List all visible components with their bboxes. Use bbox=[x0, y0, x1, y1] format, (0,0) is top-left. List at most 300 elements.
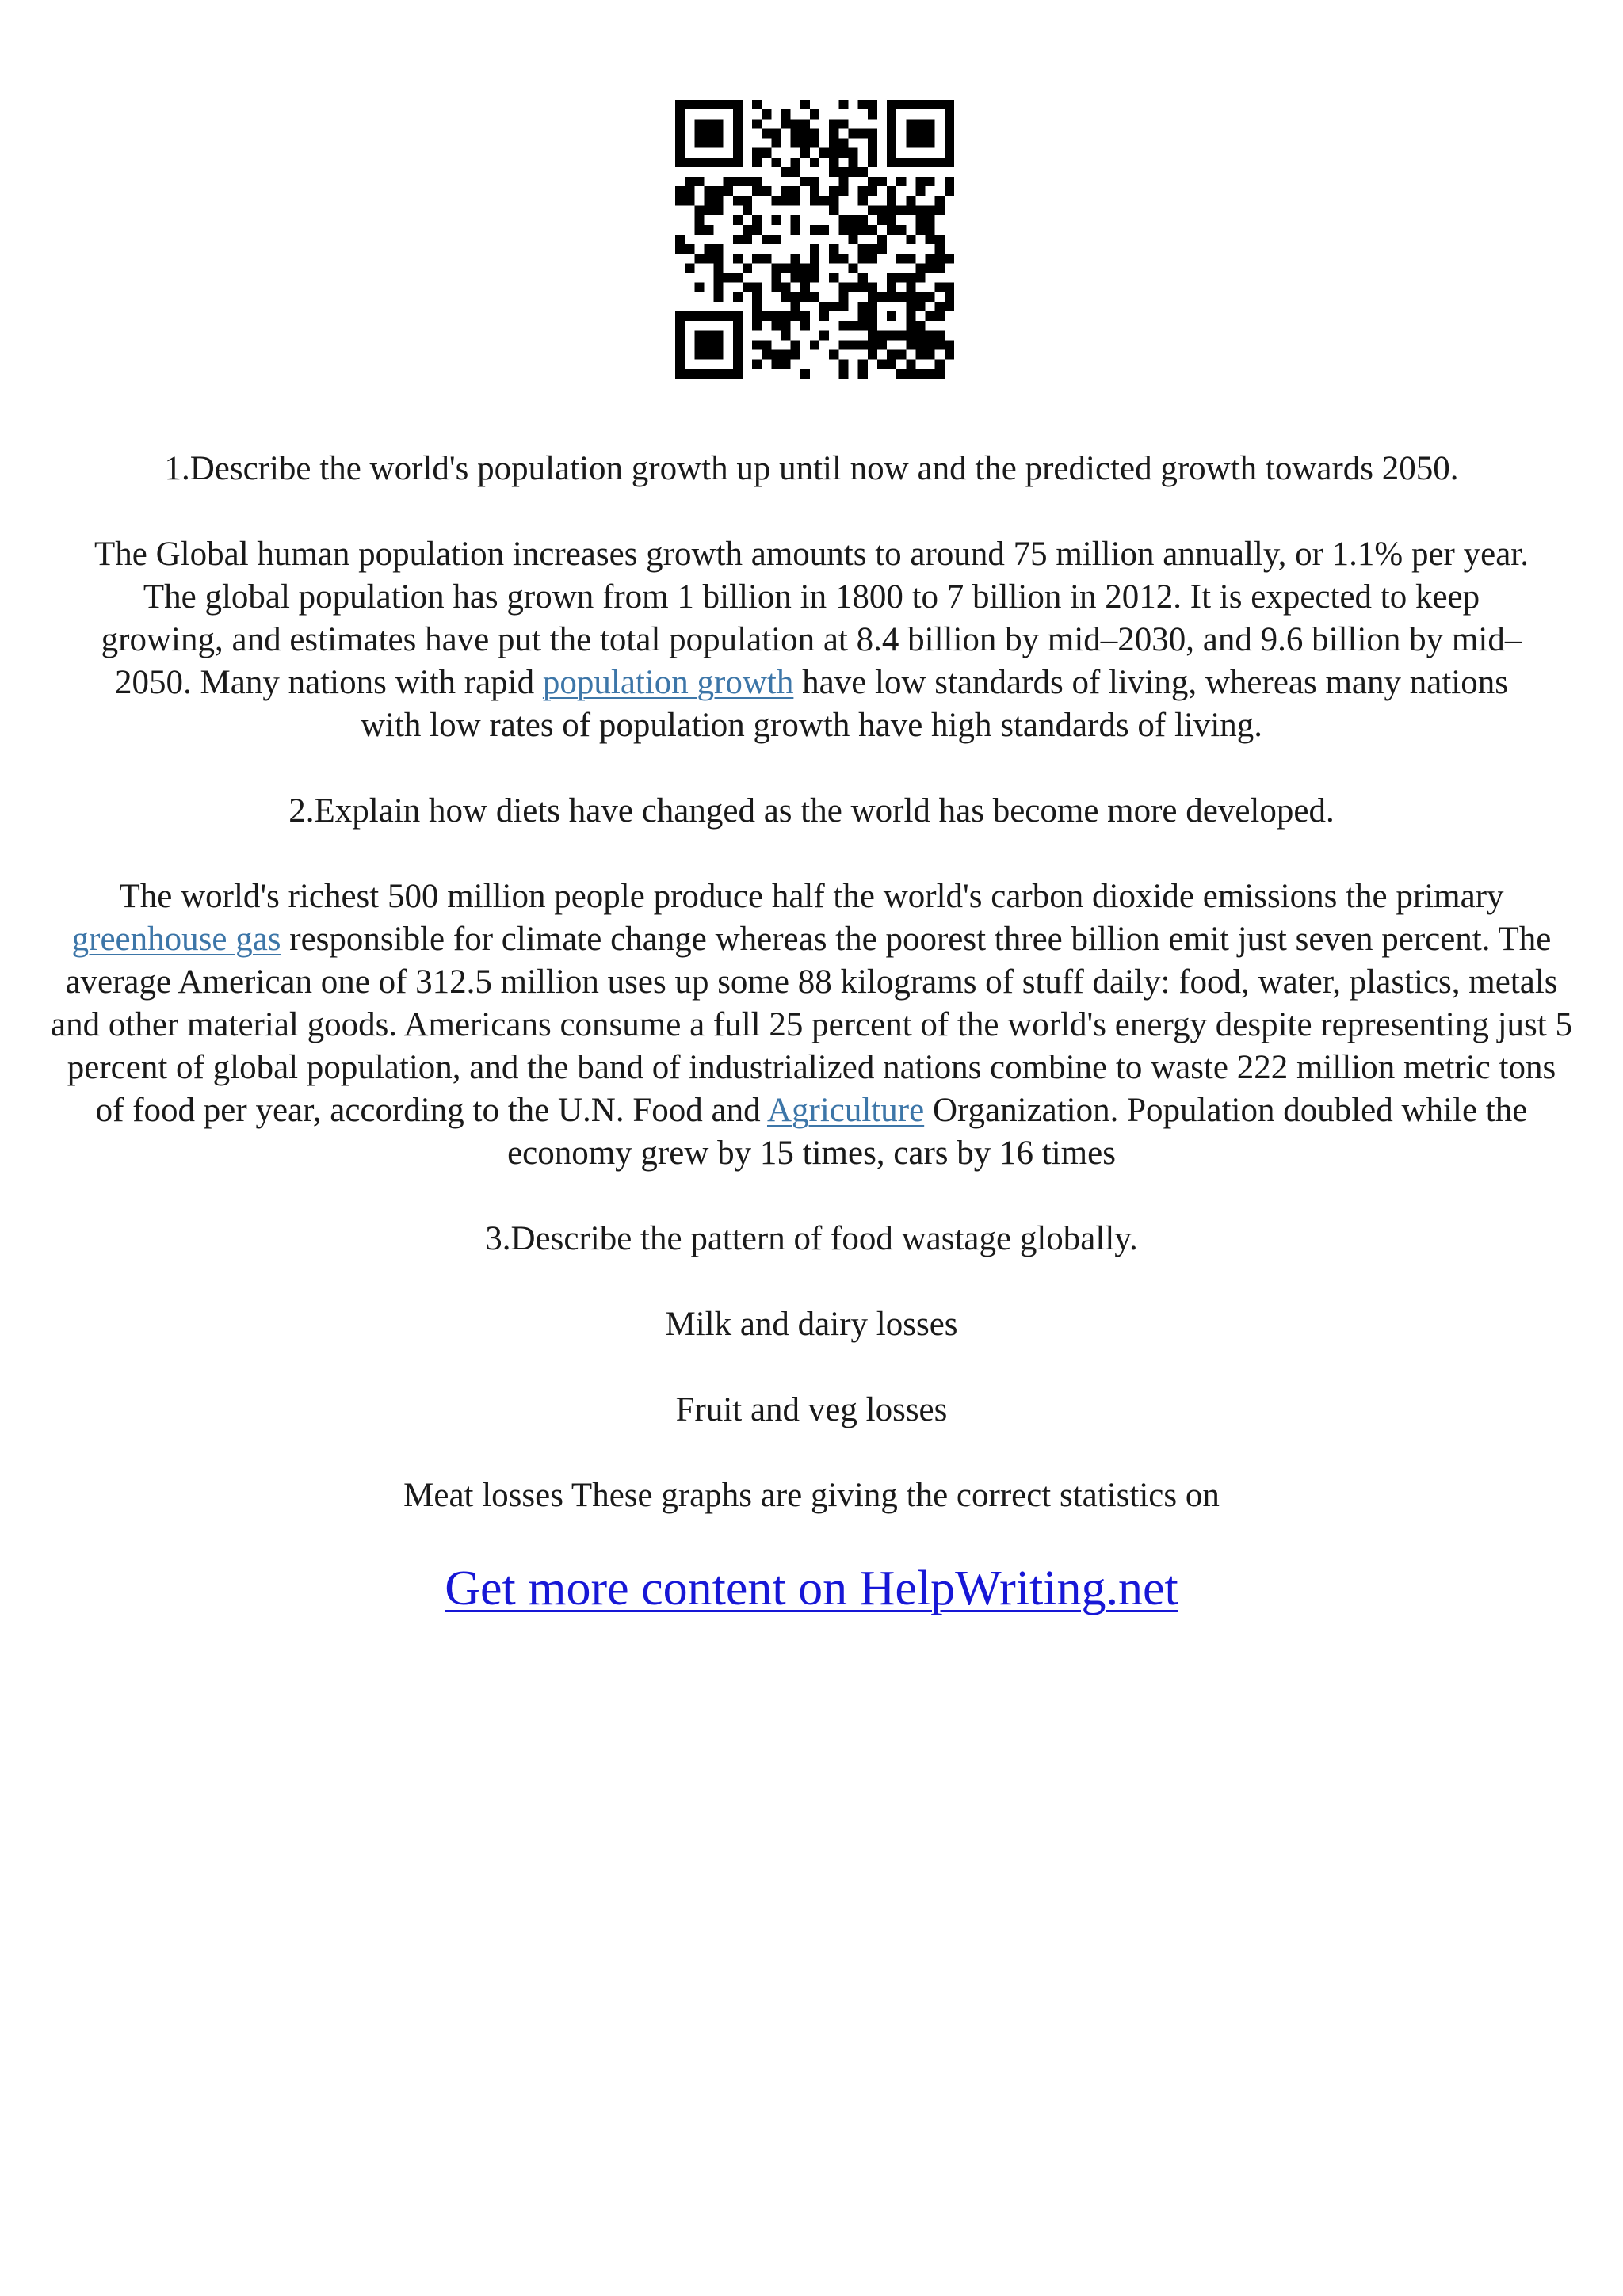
qr-module bbox=[887, 330, 896, 340]
qr-module bbox=[906, 369, 915, 379]
qr-module bbox=[858, 100, 868, 109]
qr-module bbox=[868, 206, 877, 215]
qr-module bbox=[838, 215, 848, 225]
qr-module bbox=[848, 167, 857, 177]
qr-module bbox=[800, 283, 810, 292]
qr-module bbox=[926, 263, 935, 273]
qr-module bbox=[752, 283, 762, 292]
qr-module bbox=[685, 244, 694, 254]
qr-module bbox=[704, 196, 713, 205]
qr-module bbox=[800, 273, 810, 282]
qr-module bbox=[675, 311, 685, 321]
qr-module bbox=[838, 321, 848, 330]
qr-module bbox=[791, 340, 800, 349]
qr-module bbox=[733, 109, 743, 119]
qr-module bbox=[858, 273, 868, 282]
answer-3-meat: Meat losses These graphs are giving the correct statistics on bbox=[403, 1477, 1220, 1514]
qr-module bbox=[945, 340, 954, 349]
qr-module bbox=[675, 369, 685, 379]
qr-module bbox=[926, 225, 935, 235]
qr-module bbox=[906, 158, 915, 167]
qr-module bbox=[906, 292, 915, 302]
qr-module bbox=[733, 196, 743, 205]
qr-module bbox=[800, 292, 810, 302]
qr-module bbox=[915, 330, 925, 340]
qr-module bbox=[887, 139, 896, 148]
qr-module bbox=[675, 321, 685, 330]
qr-module bbox=[714, 273, 724, 282]
answer-3-milk-dairy: Milk and dairy losses bbox=[665, 1306, 958, 1343]
qr-module bbox=[935, 235, 945, 244]
qr-module bbox=[771, 360, 781, 369]
qr-module bbox=[733, 128, 743, 138]
answer-1-paragraph bbox=[86, 533, 1537, 747]
qr-module bbox=[714, 350, 724, 360]
qr-module bbox=[838, 360, 848, 369]
qr-module bbox=[915, 292, 925, 302]
qr-module bbox=[896, 177, 906, 186]
qr-module bbox=[694, 128, 704, 138]
qr-module bbox=[906, 235, 915, 244]
qr-module bbox=[887, 225, 896, 235]
qr-module bbox=[704, 128, 713, 138]
qr-module bbox=[714, 100, 724, 109]
qr-module bbox=[868, 225, 877, 235]
qr-module bbox=[838, 119, 848, 128]
qr-module bbox=[733, 158, 743, 167]
qr-module bbox=[926, 158, 935, 167]
qr-module bbox=[838, 292, 848, 302]
qr-module bbox=[791, 186, 800, 196]
qr-module bbox=[896, 158, 906, 167]
qr-module bbox=[926, 369, 935, 379]
qr-module bbox=[800, 263, 810, 273]
qr-module bbox=[714, 340, 724, 349]
qr-module bbox=[810, 158, 819, 167]
qr-module bbox=[771, 273, 781, 282]
qr-module bbox=[733, 311, 743, 321]
qr-module bbox=[810, 254, 819, 263]
qr-module bbox=[791, 311, 800, 321]
qr-module bbox=[752, 186, 762, 196]
qr-module bbox=[733, 340, 743, 349]
qr-module bbox=[915, 215, 925, 225]
qr-module bbox=[685, 158, 694, 167]
qr-module bbox=[945, 109, 954, 119]
qr-module bbox=[896, 292, 906, 302]
qr-module bbox=[781, 350, 791, 360]
qr-module bbox=[714, 128, 724, 138]
qr-module bbox=[685, 263, 694, 273]
qr-module bbox=[906, 196, 915, 205]
qr-module bbox=[877, 177, 887, 186]
qr-module bbox=[906, 340, 915, 349]
qr-module bbox=[724, 273, 733, 282]
qr-module bbox=[848, 340, 857, 349]
qr-module bbox=[935, 100, 945, 109]
qr-module bbox=[819, 225, 829, 235]
qr-module bbox=[752, 177, 762, 186]
qr-module bbox=[810, 292, 819, 302]
answer-2-text-end: Organization. Population doubled while the economy grew by 15 times, cars by 16 times bbox=[507, 1092, 1528, 1172]
qr-module bbox=[887, 196, 896, 205]
qr-module bbox=[887, 119, 896, 128]
greenhouse-gas-link[interactable]: greenhouse gas bbox=[71, 921, 281, 958]
qr-module bbox=[714, 244, 724, 254]
qr-module bbox=[704, 254, 713, 263]
qr-module bbox=[935, 206, 945, 215]
qr-module bbox=[791, 167, 800, 177]
qr-module bbox=[945, 186, 954, 196]
answer-1-text-end: have low standards of living, whereas many nations with low rates of population growth have high standards of living. bbox=[360, 664, 1508, 744]
qr-module bbox=[810, 196, 819, 205]
qr-module bbox=[906, 321, 915, 330]
qr-module bbox=[675, 186, 685, 196]
qr-module bbox=[906, 139, 915, 148]
qr-module bbox=[743, 177, 752, 186]
qr-module bbox=[877, 360, 887, 369]
qr-module bbox=[935, 311, 945, 321]
question-2: 2.Explain how diets have changed as the world has become more developed. bbox=[288, 792, 1335, 830]
qr-module bbox=[685, 369, 694, 379]
qr-module bbox=[694, 330, 704, 340]
qr-module bbox=[868, 340, 877, 349]
qr-module bbox=[858, 283, 868, 292]
qr-module bbox=[762, 340, 771, 349]
qr-module bbox=[858, 128, 868, 138]
answer-2-text-start: The world's richest 500 million people produce half the world's carbon dioxide emissions the primary bbox=[119, 878, 1504, 915]
qr-module bbox=[906, 330, 915, 340]
qr-module bbox=[848, 225, 857, 235]
qr-module bbox=[906, 206, 915, 215]
qr-module bbox=[743, 225, 752, 235]
qr-module bbox=[675, 100, 685, 109]
qr-module bbox=[915, 186, 925, 196]
qr-module bbox=[704, 100, 713, 109]
qr-module bbox=[791, 273, 800, 282]
qr-module bbox=[829, 158, 838, 167]
qr-module bbox=[752, 311, 762, 321]
qr-module bbox=[915, 158, 925, 167]
qr-module bbox=[858, 360, 868, 369]
qr-module bbox=[935, 369, 945, 379]
qr-module bbox=[848, 158, 857, 167]
qr-module bbox=[791, 225, 800, 235]
qr-module bbox=[848, 263, 857, 273]
helpwriting-link[interactable]: Get more content on HelpWriting.net bbox=[445, 1562, 1178, 1615]
qr-module bbox=[752, 148, 762, 158]
qr-module bbox=[945, 158, 954, 167]
qr-module bbox=[752, 119, 762, 128]
qr-module bbox=[887, 350, 896, 360]
qr-module bbox=[791, 302, 800, 311]
qr-module bbox=[819, 302, 829, 311]
qr-code-icon bbox=[675, 100, 954, 379]
qr-module bbox=[829, 206, 838, 215]
qr-module bbox=[714, 330, 724, 340]
qr-module bbox=[675, 235, 685, 244]
qr-module bbox=[781, 109, 791, 119]
qr-module bbox=[781, 119, 791, 128]
qr-module bbox=[877, 340, 887, 349]
qr-module bbox=[829, 148, 838, 158]
qr-module bbox=[771, 128, 781, 138]
qr-module bbox=[915, 177, 925, 186]
qr-module bbox=[752, 360, 762, 369]
qr-module bbox=[704, 225, 713, 235]
qr-module bbox=[743, 263, 752, 273]
qr-module bbox=[945, 139, 954, 148]
qr-module bbox=[762, 109, 771, 119]
qr-module bbox=[868, 302, 877, 311]
qr-module bbox=[915, 128, 925, 138]
answer-2-paragraph bbox=[51, 875, 1572, 1175]
qr-module bbox=[935, 360, 945, 369]
qr-module bbox=[896, 330, 906, 340]
qr-module bbox=[752, 292, 762, 302]
qr-module bbox=[743, 206, 752, 215]
qr-module bbox=[791, 292, 800, 302]
qr-module bbox=[762, 186, 771, 196]
qr-module bbox=[829, 128, 838, 138]
qr-module bbox=[906, 273, 915, 282]
qr-module bbox=[838, 100, 848, 109]
qr-module bbox=[781, 330, 791, 340]
qr-module bbox=[675, 196, 685, 205]
qr-module bbox=[762, 148, 771, 158]
qr-module bbox=[838, 167, 848, 177]
qr-module bbox=[733, 100, 743, 109]
qr-module bbox=[896, 225, 906, 235]
qr-module bbox=[848, 321, 857, 330]
qr-module bbox=[926, 177, 935, 186]
qr-module bbox=[781, 311, 791, 321]
agriculture-link[interactable]: Agriculture bbox=[766, 1092, 925, 1129]
qr-module bbox=[945, 292, 954, 302]
qr-module bbox=[675, 148, 685, 158]
qr-module bbox=[858, 254, 868, 263]
qr-module bbox=[752, 254, 762, 263]
qr-module bbox=[724, 186, 733, 196]
qr-module bbox=[675, 340, 685, 349]
qr-module bbox=[868, 292, 877, 302]
qr-module bbox=[810, 244, 819, 254]
qr-module bbox=[935, 158, 945, 167]
qr-module bbox=[896, 254, 906, 263]
qr-module bbox=[694, 119, 704, 128]
qr-module bbox=[694, 369, 704, 379]
qr-module bbox=[791, 215, 800, 225]
qr-module bbox=[800, 139, 810, 148]
qr-module bbox=[733, 273, 743, 282]
qr-module bbox=[887, 273, 896, 282]
qr-module bbox=[675, 360, 685, 369]
qr-module bbox=[694, 206, 704, 215]
qr-module bbox=[800, 148, 810, 158]
qr-module bbox=[829, 139, 838, 148]
qr-module bbox=[838, 177, 848, 186]
qr-module bbox=[752, 340, 762, 349]
qr-module bbox=[771, 235, 781, 244]
qr-module bbox=[675, 109, 685, 119]
qr-module bbox=[858, 340, 868, 349]
qr-module bbox=[733, 292, 743, 302]
qr-module bbox=[694, 215, 704, 225]
qr-module bbox=[800, 311, 810, 321]
document-content bbox=[48, 448, 1575, 1660]
qr-module bbox=[887, 100, 896, 109]
qr-module bbox=[781, 360, 791, 369]
qr-module bbox=[675, 158, 685, 167]
qr-module bbox=[887, 283, 896, 292]
qr-module bbox=[714, 139, 724, 148]
qr-module bbox=[868, 100, 877, 109]
qr-module bbox=[762, 235, 771, 244]
qr-module bbox=[733, 119, 743, 128]
qr-module bbox=[791, 254, 800, 263]
qr-module bbox=[906, 128, 915, 138]
qr-module bbox=[810, 109, 819, 119]
qr-module bbox=[762, 254, 771, 263]
qr-module bbox=[829, 119, 838, 128]
qr-module bbox=[675, 119, 685, 128]
qr-module bbox=[926, 139, 935, 148]
qr-module bbox=[743, 283, 752, 292]
qr-module bbox=[752, 100, 762, 109]
qr-module bbox=[724, 158, 733, 167]
qr-module bbox=[877, 215, 887, 225]
qr-module bbox=[838, 186, 848, 196]
qr-module bbox=[858, 167, 868, 177]
qr-module bbox=[906, 360, 915, 369]
qr-module bbox=[848, 235, 857, 244]
qr-module bbox=[868, 254, 877, 263]
qr-module bbox=[915, 139, 925, 148]
qr-module bbox=[935, 340, 945, 349]
qr-module bbox=[771, 263, 781, 273]
qr-module bbox=[838, 340, 848, 349]
qr-module bbox=[868, 139, 877, 148]
qr-module bbox=[906, 302, 915, 311]
qr-module bbox=[694, 100, 704, 109]
qr-module bbox=[915, 263, 925, 273]
qr-module bbox=[887, 186, 896, 196]
qr-module bbox=[906, 119, 915, 128]
qr-module bbox=[685, 311, 694, 321]
qr-module bbox=[733, 177, 743, 186]
qr-module bbox=[704, 340, 713, 349]
qr-module bbox=[838, 254, 848, 263]
qr-module bbox=[848, 283, 857, 292]
qr-module bbox=[791, 128, 800, 138]
qr-module bbox=[926, 330, 935, 340]
qr-module bbox=[868, 148, 877, 158]
qr-module bbox=[896, 100, 906, 109]
qr-module bbox=[858, 369, 868, 379]
qr-module bbox=[868, 311, 877, 321]
qr-module bbox=[685, 186, 694, 196]
qr-module bbox=[858, 321, 868, 330]
qr-module bbox=[858, 302, 868, 311]
qr-module bbox=[858, 186, 868, 196]
qr-module bbox=[694, 254, 704, 263]
qr-module bbox=[906, 254, 915, 263]
qr-module bbox=[810, 273, 819, 282]
qr-module bbox=[915, 225, 925, 235]
qr-module bbox=[762, 350, 771, 360]
qr-module bbox=[926, 128, 935, 138]
qr-module bbox=[694, 158, 704, 167]
qr-module bbox=[935, 254, 945, 263]
qr-module bbox=[829, 254, 838, 263]
qr-module bbox=[935, 263, 945, 273]
question-3: 3.Describe the pattern of food wastage globally. bbox=[485, 1220, 1138, 1257]
qr-module bbox=[945, 148, 954, 158]
qr-module bbox=[704, 330, 713, 340]
qr-module bbox=[733, 235, 743, 244]
qr-module bbox=[733, 360, 743, 369]
qr-module bbox=[810, 225, 819, 235]
qr-module bbox=[771, 321, 781, 330]
qr-module bbox=[694, 311, 704, 321]
qr-module bbox=[926, 100, 935, 109]
qr-module bbox=[906, 283, 915, 292]
qr-module bbox=[724, 100, 733, 109]
qr-module bbox=[896, 273, 906, 282]
qr-module bbox=[704, 139, 713, 148]
qr-module bbox=[868, 283, 877, 292]
qr-module bbox=[945, 119, 954, 128]
qr-module bbox=[887, 148, 896, 158]
qr-module bbox=[685, 196, 694, 205]
qr-module bbox=[858, 196, 868, 205]
qr-module bbox=[704, 119, 713, 128]
qr-module bbox=[935, 302, 945, 311]
qr-module bbox=[800, 119, 810, 128]
qr-module bbox=[675, 139, 685, 148]
qr-module bbox=[848, 148, 857, 158]
qr-module bbox=[915, 350, 925, 360]
qr-module bbox=[896, 369, 906, 379]
qr-module bbox=[704, 206, 713, 215]
qr-module bbox=[762, 311, 771, 321]
qr-module bbox=[858, 311, 868, 321]
question-1: 1.Describe the world's population growth up until now and the predicted growth towards 2050. bbox=[164, 450, 1459, 487]
qr-module bbox=[887, 215, 896, 225]
qr-module bbox=[868, 177, 877, 186]
qr-module bbox=[896, 206, 906, 215]
qr-module bbox=[704, 186, 713, 196]
qr-module bbox=[848, 128, 857, 138]
qr-module bbox=[926, 350, 935, 360]
qr-module bbox=[838, 369, 848, 379]
qr-module bbox=[704, 369, 713, 379]
qr-module bbox=[915, 100, 925, 109]
population-growth-link[interactable]: population growth bbox=[542, 664, 794, 701]
qr-module bbox=[945, 302, 954, 311]
qr-module bbox=[714, 254, 724, 263]
qr-module bbox=[704, 158, 713, 167]
qr-module bbox=[906, 311, 915, 321]
qr-module bbox=[714, 283, 724, 292]
qr-module bbox=[781, 292, 791, 302]
qr-module bbox=[819, 330, 829, 340]
qr-module bbox=[887, 128, 896, 138]
qr-module bbox=[868, 158, 877, 167]
qr-module bbox=[877, 330, 887, 340]
qr-module bbox=[781, 321, 791, 330]
qr-module bbox=[791, 196, 800, 205]
